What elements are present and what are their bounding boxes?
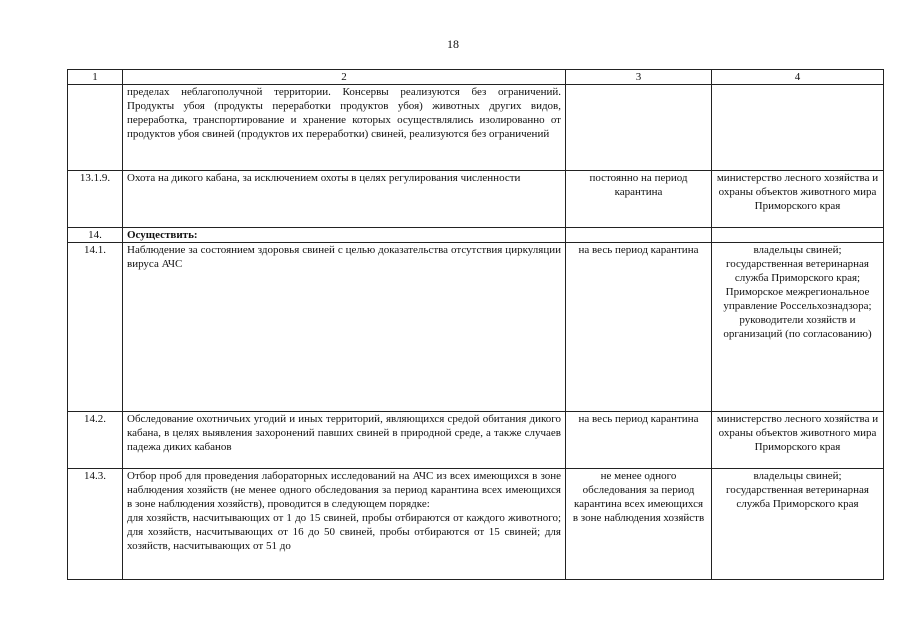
- row-number: 14.: [68, 228, 123, 243]
- row-responsible: [712, 85, 884, 171]
- table-row: [68, 243, 884, 412]
- row-period: на весь период карантина: [566, 412, 712, 469]
- row-period: [566, 85, 712, 171]
- row-text: [123, 469, 566, 580]
- table-header-row: [68, 70, 884, 85]
- row-responsible: министерство лесного хозяйства и охраны объектов животного мира Приморского края: [712, 412, 884, 469]
- header-col-4: 4: [712, 70, 884, 85]
- table-row: [68, 228, 884, 243]
- table-row: [68, 412, 884, 469]
- row-number: 14.2.: [68, 412, 123, 469]
- measures-table: [67, 69, 884, 580]
- text-paragraph: Обследование охотничьих угодий и иных территорий, являющихся средой обитания дикого кабана, в целях выявления захоронений павших свиней в природной среде, а также случаев падежа диких кабанов: [127, 413, 561, 453]
- row-text: [123, 85, 566, 171]
- row-text: [123, 228, 566, 243]
- row-number: 14.1.: [68, 243, 123, 412]
- row-responsible: [712, 228, 884, 243]
- page-number: 18: [447, 37, 459, 51]
- text-paragraph: Продукты убоя (продукты переработки продуктов убоя) животных других видов, переработка, транспортирование и хранение которых осуществлялись изолированно от продуктов убоя свиней (продуктов их переработки) свиней, реализуются без ограничений: [127, 100, 561, 140]
- text-paragraph: Отбор проб для проведения лабораторных исследований на АЧС из всех имеющихся в зоне наблюдения хозяйств (не менее одного обследования за период карантина всех имеющихся в зоне наблюдения хозяйств), проводится в следующем порядке:: [127, 470, 561, 510]
- row-period: не менее одного обследования за период карантина всех имеющихся в зоне наблюдения хозяйств: [566, 469, 712, 580]
- row-period: на весь период карантина: [566, 243, 712, 412]
- row-period: [566, 228, 712, 243]
- row-responsible: владельцы свиней; государственная ветеринарная служба Приморского края: [712, 469, 884, 580]
- text-paragraph: Охота на дикого кабана, за исключением охоты в целях регулирования численности: [127, 172, 521, 184]
- text-paragraph: пределах неблагополучной территории. Консервы реализуются без ограничений.: [127, 86, 561, 98]
- text-paragraph: для хозяйств, насчитывающих от 1 до 15 свиней, пробы отбираются от каждого животного; для хозяйств, насчитывающих от 16 до 50 свиней, пробы отбираются от 15 свиней; для хозяйств, насчитывающих от 51 до: [127, 512, 561, 552]
- row-responsible: министерство лесного хозяйства и охраны объектов животного мира Приморского края: [712, 171, 884, 228]
- row-number: [68, 85, 123, 171]
- row-number: 14.3.: [68, 469, 123, 580]
- row-responsible: владельцы свиней; государственная ветеринарная служба Приморского края; Приморское межрегиональное управление Россельхознадзора; руководители хозяйств и организаций (по согласованию): [712, 243, 884, 412]
- table-row: [68, 469, 884, 580]
- table-row: [68, 171, 884, 228]
- row-text: [123, 243, 566, 412]
- header-col-2: 2: [123, 70, 566, 85]
- header-col-1: 1: [68, 70, 123, 85]
- row-text: [123, 412, 566, 469]
- row-text: [123, 171, 566, 228]
- header-col-3: 3: [566, 70, 712, 85]
- row-period: постоянно на период карантина: [566, 171, 712, 228]
- section-heading: Осуществить:: [127, 229, 198, 241]
- text-paragraph: Наблюдение за состоянием здоровья свиней с целью доказательства отсутствия циркуляции вируса АЧС: [127, 244, 561, 270]
- table-row: [68, 85, 884, 171]
- row-number: 13.1.9.: [68, 171, 123, 228]
